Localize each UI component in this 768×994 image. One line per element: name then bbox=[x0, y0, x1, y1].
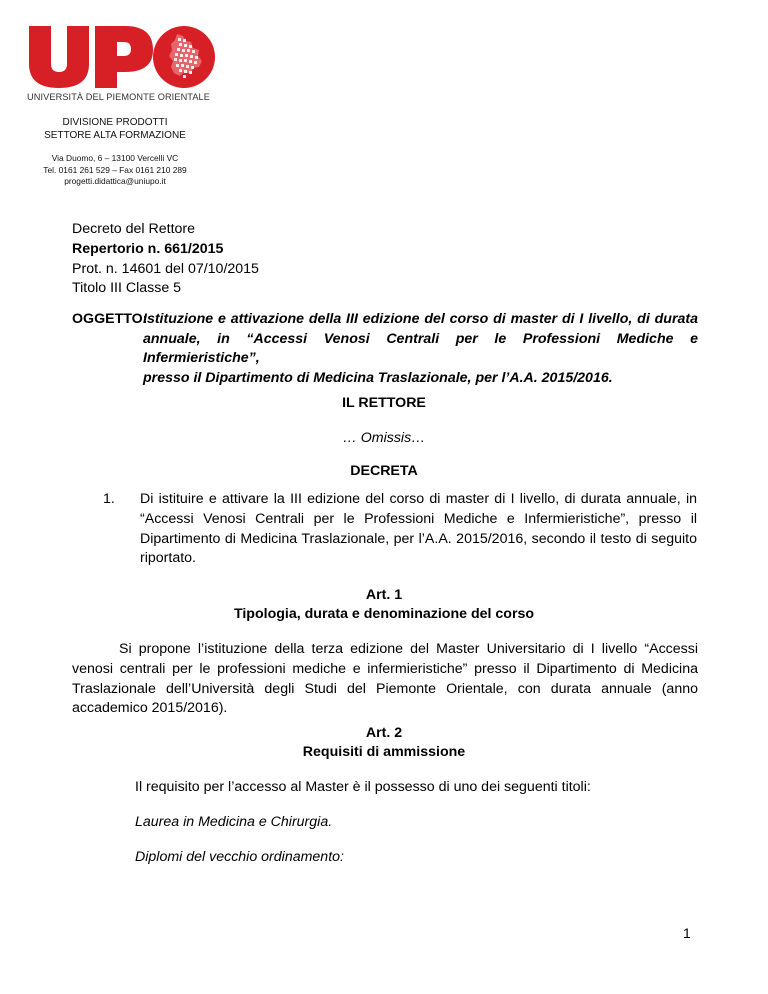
subject-line: Istituzione e attivazione della III edizione del corso di master di I livello, di durata bbox=[143, 311, 698, 327]
requirement-diplomi: Diplomi del vecchio ordinamento: bbox=[135, 849, 344, 865]
art1-paragraph: Si propone l’istituzione della terza edizione del Master Universitario di I livello “Accessi venosi centrali per le professioni mediche e infermieristiche” presso il Dipartimento di Medicina Traslazionale dell’Università degli Studi del Piemonte Orientale, con durata annuale (anno accademico 2015/2016). bbox=[72, 641, 698, 717]
university-name: UNIVERSITÀ DEL PIEMONTE ORIENTALE bbox=[27, 92, 210, 102]
decree-title: Decreto del Rettore bbox=[72, 221, 196, 237]
email: progetti.didattica@uniupo.it bbox=[64, 176, 166, 186]
heading-il-rettore: IL RETTORE bbox=[342, 395, 426, 411]
division-line: DIVISIONE PRODOTTI bbox=[62, 117, 168, 128]
address: Via Duomo, 6 – 13100 Vercelli VC bbox=[51, 153, 179, 163]
subject-line: annuale, in “Accessi Venosi Centrali per le Professioni Mediche e Infermieristiche”, bbox=[143, 330, 698, 366]
decree-titolo: Titolo III Classe 5 bbox=[72, 280, 182, 297]
phone-fax: Tel. 0161 261 529 – Fax 0161 210 289 bbox=[43, 164, 187, 175]
art1-subtitle: Tipologia, durata e denominazione del corso bbox=[233, 606, 535, 622]
list-text: Di istituire e attivare la III edizione del corso di master di I livello, di durata annuale, in “Accessi Venosi Centrali per le Professioni Mediche e Infermieristiche”, presso il Dipartimento di Medicina Traslazionale, per l’A.A. 2015/2016, secondo il testo di seguito riportato. bbox=[140, 491, 697, 567]
division-block bbox=[40, 116, 190, 142]
page-number: 1 bbox=[683, 925, 691, 941]
logo-letter-p bbox=[95, 26, 153, 88]
subject-text bbox=[143, 310, 698, 388]
upo-logo bbox=[27, 22, 215, 90]
list-number: 1. bbox=[103, 491, 115, 507]
omissis: … Omissis… bbox=[342, 430, 426, 446]
logo-letter-u bbox=[29, 26, 89, 88]
art2-title: Art. 2 bbox=[365, 725, 403, 741]
art2-subtitle: Requisiti di ammissione bbox=[302, 744, 466, 760]
requirement-laurea: Laurea in Medicina e Chirurgia. bbox=[135, 814, 333, 830]
art2-paragraph: Il requisito per l’accesso al Master è il possesso di uno dei seguenti titoli: bbox=[135, 779, 591, 795]
subject-label: OGGETTO: bbox=[72, 311, 148, 327]
art1-title: Art. 1 bbox=[365, 587, 403, 603]
subject-line: presso il Dipartimento di Medicina Traslazionale, per l’A.A. 2015/2016. bbox=[143, 369, 613, 386]
decree-header bbox=[72, 220, 259, 299]
division-line: SETTORE ALTA FORMAZIONE bbox=[44, 130, 186, 141]
heading-decreta: DECRETA bbox=[350, 463, 418, 479]
decree-prot: Prot. n. 14601 del 07/10/2015 bbox=[72, 260, 259, 277]
contact-block bbox=[40, 153, 190, 188]
decree-repertorio: Repertorio n. 661/2015 bbox=[72, 240, 224, 257]
